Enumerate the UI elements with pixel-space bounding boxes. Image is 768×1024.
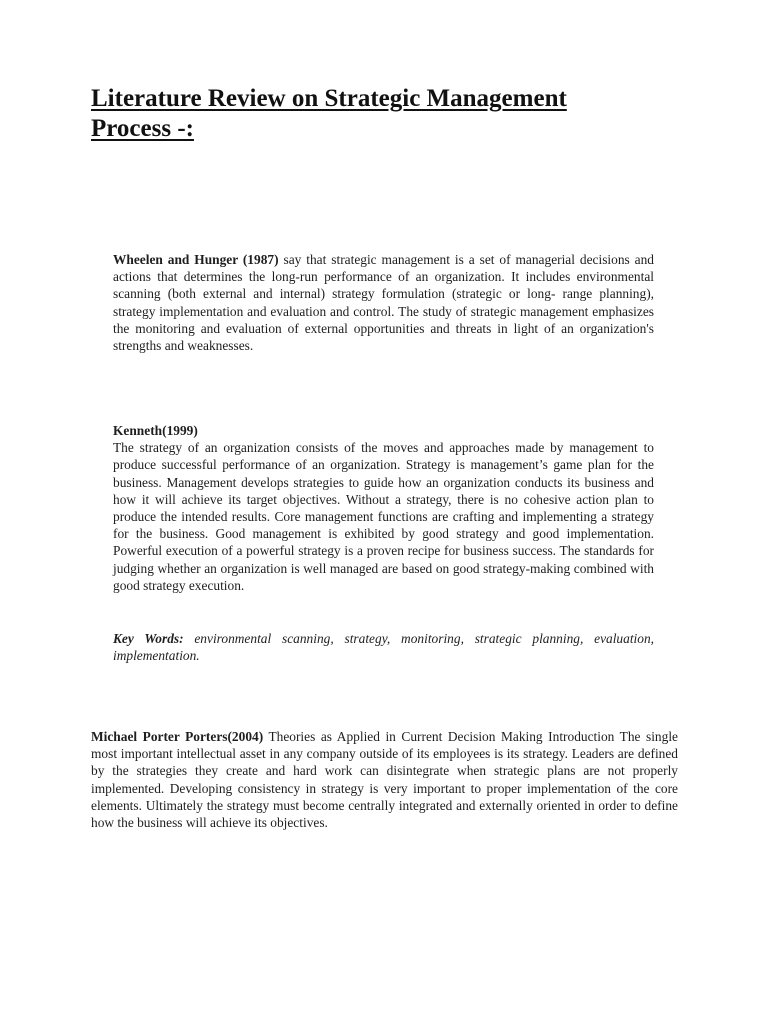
- porter-heading: Michael Porter Porters(2004): [91, 729, 264, 744]
- wheelen-hunger-body: say that strategic management is a set of managerial decisions and actions that determines the long-run performance of an organization. It includes environmental scanning (both external and internal) strategy formulation (strategic or long- range planning), strategy implementation and evaluation and control. The study of strategic management emphasizes the monitoring and evaluation of external opportunities and threats in light of an organization's strengths and weaknesses.: [113, 252, 654, 354]
- kenneth-body: The strategy of an organization consists of the moves and approaches made by management to produce successful performance of an organization. Strategy is management’s game plan for the business. Management develops strategies to guide how an organization conducts its business and how it will achieve its target objectives. Without a strategy, there is no cohesive action plan to produce the intended results. Core management functions are crafting and implementing a strategy for the business. Good management is exhibited by good strategy and good implementation. Powerful execution of a powerful strategy is a proven recipe for business success. The standards for judging whether an organization is well managed are based on good strategy-making combined with good strategy execution.: [113, 440, 654, 593]
- kenneth-heading: Kenneth(1999): [113, 423, 198, 438]
- key-words-label: Key Words:: [113, 631, 184, 646]
- porter-body: Theories as Applied in Current Decision Making Introduction The single most important intellectual asset in any company outside of its employees is its strategy. Leaders are defined by the strategies they create and hard work can disintegrate when strategic plans are not properly implemented. Developing consistency in strategy is very important to proper implementation of the core elements. Ultimately the strategy must become centrally integrated and externally oriented in order to define how the business will achieve its objectives.: [91, 729, 678, 831]
- wheelen-hunger-paragraph: [113, 251, 654, 354]
- porter-paragraph: [91, 728, 678, 831]
- key-words-paragraph: [113, 630, 654, 664]
- kenneth-paragraph: [113, 422, 654, 594]
- key-words-list: environmental scanning, strategy, monitoring, strategic planning, evaluation, implementation.: [113, 631, 654, 664]
- page-title: Literature Review on Strategic Management Process -:: [91, 85, 567, 142]
- wheelen-hunger-heading: Wheelen and Hunger (1987): [113, 252, 279, 267]
